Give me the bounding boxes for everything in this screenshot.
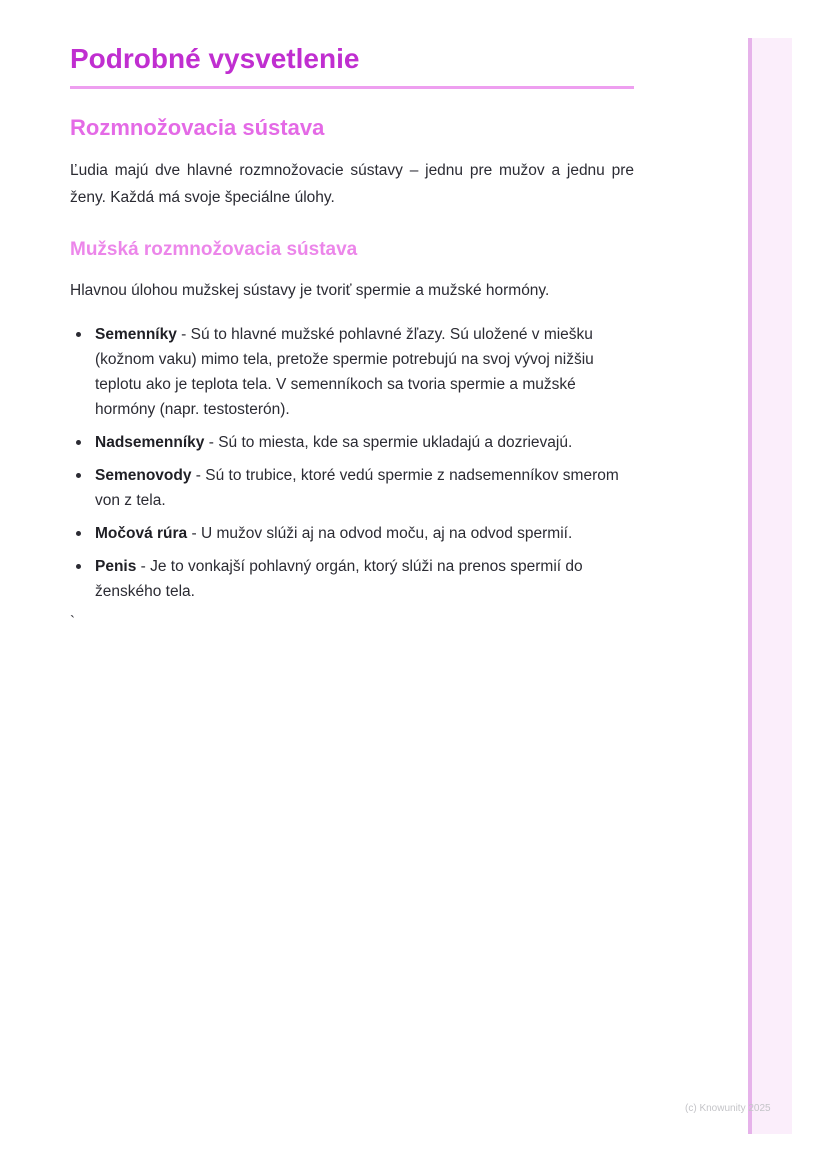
bullet-icon xyxy=(76,531,81,536)
section-title: Rozmnožovacia sústava xyxy=(70,115,325,140)
section-intro: Ľudia majú dve hlavné rozmnožovacie sústavy – jednu pre mužov a jednu pre ženy. Každá má svoje špeciálne úlohy. xyxy=(70,162,634,206)
list-item xyxy=(70,521,634,546)
list-item-text: - Sú to hlavné mužské pohlavné žľazy. Sú uložené v miešku (kožnom vaku) mimo tela, pretože spermie potrebujú na svoj vývoj nižšiu teplotu ako je teplota tela. V semenníkoch sa tvoria spermie a mužské hormóny (napr. testosterón). xyxy=(95,326,594,418)
list-item-text: - U mužov slúži aj na odvod moču, aj na odvod spermií. xyxy=(187,525,573,542)
list-item-term: Močová rúra xyxy=(95,525,188,542)
list-item-term: Nadsemenníky xyxy=(95,434,205,451)
list-item-term: Semenníky xyxy=(95,326,177,343)
side-decoration-line xyxy=(748,38,752,1134)
list-item-term: Semenovody xyxy=(95,467,192,484)
stray-mark: ` xyxy=(70,613,75,630)
list-item-text: - Je to vonkajší pohlavný orgán, ktorý slúži na prenos spermií do ženského tela. xyxy=(95,558,583,600)
copyright-footer: (c) Knowunity 2025 xyxy=(685,1103,771,1114)
list-item xyxy=(70,322,634,422)
list-item-text: - Sú to miesta, kde sa spermie ukladajú a dozrievajú. xyxy=(204,434,573,451)
bullet-icon xyxy=(76,332,81,337)
document-body xyxy=(70,40,634,632)
list-item xyxy=(70,554,634,604)
list-item-term: Penis xyxy=(95,558,137,575)
subsection-intro: Hlavnou úlohou mužskej sústavy je tvoriť spermie a mužské hormóny. xyxy=(70,282,550,299)
bullet-icon xyxy=(76,473,81,478)
list-item xyxy=(70,430,634,455)
bullet-icon xyxy=(76,564,81,569)
side-decoration-band xyxy=(748,38,792,1134)
organ-list xyxy=(70,322,634,604)
bullet-icon xyxy=(76,440,81,445)
list-item-text: - Sú to trubice, ktoré vedú spermie z nadsemenníkov smerom von z tela. xyxy=(95,467,619,509)
page-title: Podrobné vysvetlenie xyxy=(70,40,634,89)
list-item xyxy=(70,463,634,513)
subsection-title: Mužská rozmnožovacia sústava xyxy=(70,239,358,260)
